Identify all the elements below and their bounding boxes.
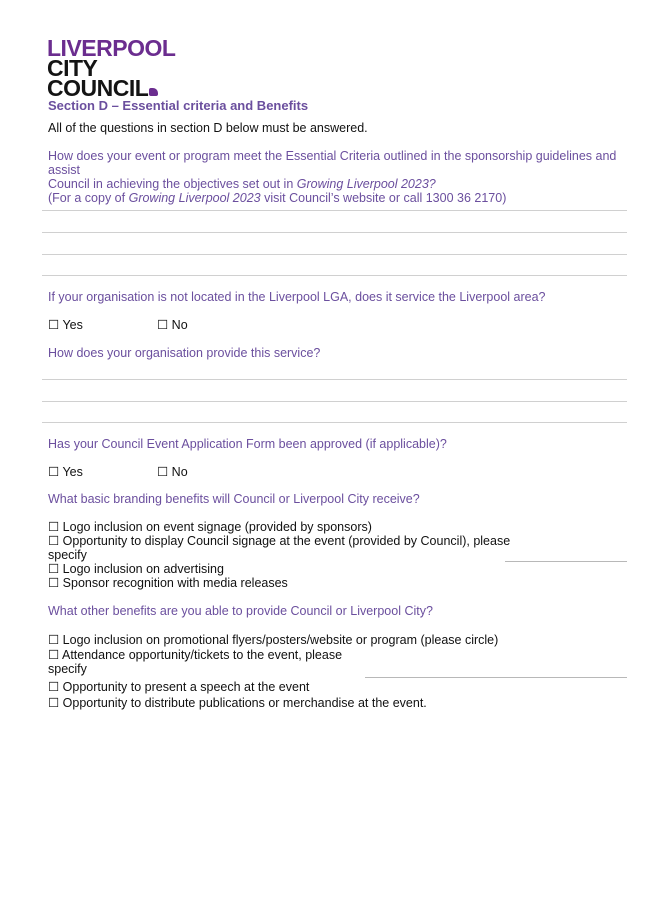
checkbox-yes[interactable]: ☐ Yes — [48, 318, 83, 332]
question-other-benefits: What other benefits are you able to provide Council or Liverpool City? — [48, 604, 433, 618]
section-title: Section D – Essential criteria and Benefits — [48, 98, 309, 113]
checkbox-yes[interactable]: ☐ Yes — [48, 465, 83, 479]
option-attendance-tickets[interactable]: ☐ Attendance opportunity/tickets to the event, please — [48, 648, 343, 662]
answer-line[interactable] — [42, 401, 627, 402]
answer-line[interactable] — [42, 254, 627, 255]
q1-line1: How does your event or program meet the Essential Criteria outlined in the sponsorship guidelines and assist — [48, 149, 617, 177]
question-essential-criteria — [48, 149, 648, 205]
checkbox-no[interactable]: ☐ No — [157, 318, 188, 332]
logo-line-council — [47, 75, 175, 101]
question-provide-service: How does your organisation provide this service? — [48, 346, 321, 360]
q1-line3-italic: Growing Liverpool 2023 — [128, 191, 261, 205]
q1-line3 — [48, 191, 648, 205]
answer-line[interactable] — [42, 210, 627, 211]
specify-line[interactable] — [505, 561, 627, 562]
logo-line-city: CITY — [47, 55, 98, 81]
option-distribute-publications[interactable]: ☐ Opportunity to distribute publications or merchandise at the event. — [48, 696, 427, 710]
answer-line[interactable] — [42, 379, 627, 380]
question-service-area: If your organisation is not located in the Liverpool LGA, does it service the Liverpool area? — [48, 290, 546, 304]
option-present-speech[interactable]: ☐ Opportunity to present a speech at the event — [48, 680, 310, 694]
option-promotional-logo[interactable]: ☐ Logo inclusion on promotional flyers/posters/website or program (please circle) — [48, 633, 499, 647]
logo-mark-icon — [149, 88, 158, 96]
question-branding-benefits: What basic branding benefits will Council or Liverpool City receive? — [48, 492, 420, 506]
option-media-releases[interactable]: ☐ Sponsor recognition with media releases — [48, 576, 288, 590]
checkbox-no[interactable]: ☐ No — [157, 465, 188, 479]
logo-line-liverpool: LIVERPOOL — [47, 35, 176, 61]
specify-label: specify — [48, 548, 87, 562]
council-logo — [47, 35, 176, 101]
option-logo-signage[interactable]: ☐ Logo inclusion on event signage (provided by sponsors) — [48, 520, 372, 534]
q1-line2 — [48, 177, 648, 191]
q1-line2-text: Council in achieving the objectives set out in — [48, 177, 297, 191]
answer-line[interactable] — [42, 275, 627, 276]
specify-line[interactable] — [365, 677, 627, 678]
logo-word-council: COUNCIL — [47, 75, 149, 101]
answer-line[interactable] — [42, 422, 627, 423]
option-council-signage[interactable]: ☐ Opportunity to display Council signage at the event (provided by Council), please — [48, 534, 511, 548]
q1-line2-italic: Growing Liverpool 2023? — [296, 177, 436, 191]
q1-line3-text: (For a copy of — [48, 191, 129, 205]
specify-label: specify — [48, 662, 87, 676]
question-application-approved: Has your Council Event Application Form been approved (if applicable)? — [48, 437, 447, 451]
q1-line3-end: visit Council’s website or call 1300 36 2170) — [260, 191, 507, 205]
option-logo-advertising[interactable]: ☐ Logo inclusion on advertising — [48, 562, 224, 576]
answer-line[interactable] — [42, 232, 627, 233]
intro-text: All of the questions in section D below must be answered. — [48, 121, 368, 135]
